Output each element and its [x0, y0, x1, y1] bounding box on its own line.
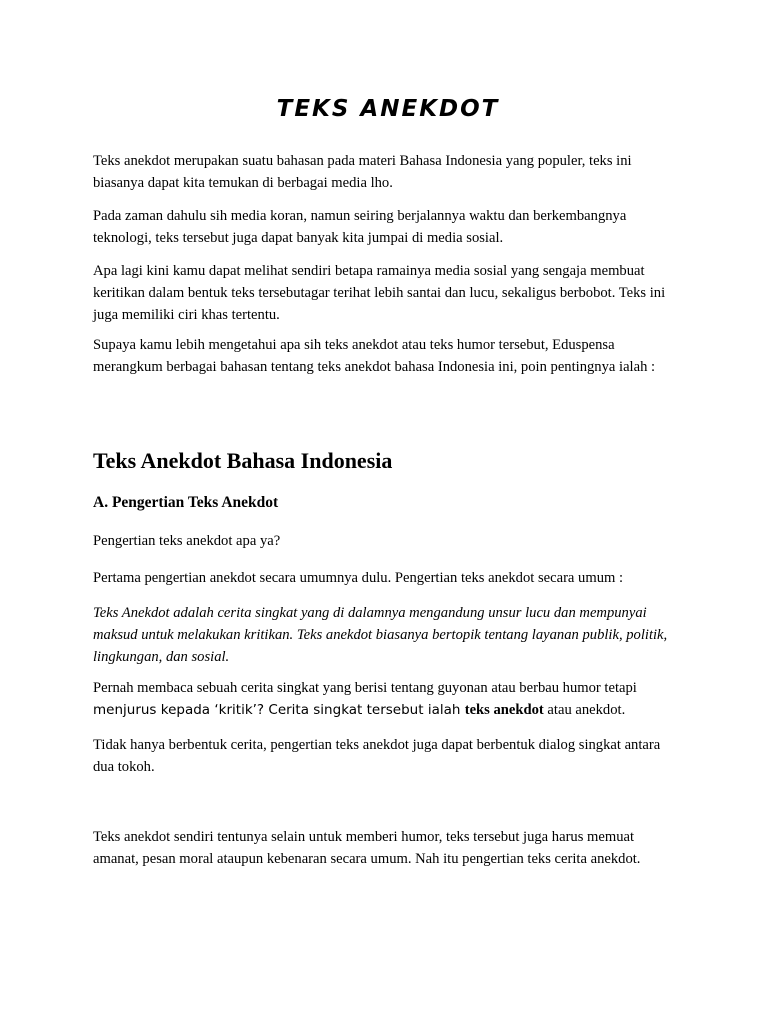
subsection-heading: A. Pengertian Teks Anekdot: [93, 494, 279, 511]
humor-question-paragraph: [93, 677, 683, 721]
humor-question-line-1: Pernah membaca sebuah cerita singkat yang berisi tentang guyonan atau berbau humor tetapi: [93, 680, 637, 696]
intro-paragraph-2: Pada zaman dahulu sih media koran, namun seiring berjalannya waktu dan berkembangnya teknologi, teks tersebut juga dapat banyak kita jumpai di media sosial.: [93, 208, 627, 246]
humor-question-line-2: menjurus kepada ‘kritik’? Cerita singkat tersebut ialah: [93, 702, 465, 718]
intro-paragraph-1: Teks anekdot merupakan suatu bahasan pada materi Bahasa Indonesia yang populer, teks ini biasanya dapat kita temukan di berbagai media lho.: [93, 153, 632, 191]
definition-paragraph: Teks Anekdot adalah cerita singkat yang di dalamnya mengandung unsur lucu dan mempunyai maksud untuk melakukan kritikan. Teks anekdot biasanya bertopik tentang layanan publik, politik, lingkungan, dan sosial.: [93, 605, 668, 665]
intro-paragraph-4: Supaya kamu lebih mengetahui apa sih teks anekdot atau teks humor tersebut, Eduspensa merangkum berbagai bahasan tentang teks anekdot bahasa Indonesia ini, poin pentingnya ialah :: [93, 337, 656, 375]
dialog-paragraph: Tidak hanya berbentuk cerita, pengertian teks anekdot juga dapat berbentuk dialog singkat antara dua tokoh.: [93, 737, 661, 775]
question-paragraph: Pengertian teks anekdot apa ya?: [93, 533, 281, 549]
humor-question-end: atau anekdot.: [543, 702, 626, 718]
closing-paragraph: Teks anekdot sendiri tentunya selain untuk memberi humor, teks tersebut juga harus memuat amanat, pesan moral ataupun kebenaran secara umum. Nah itu pengertian teks cerita anekdot.: [93, 829, 641, 867]
intro-paragraph-3: Apa lagi kini kamu dapat melihat sendiri betapa ramainya media sosial yang sengaja membuat keritikan dalam bentuk teks tersebutagar terihat lebih santai dan lucu, sekaligus berbobot. Teks ini juga memiliki ciri khas tertentu.: [93, 263, 666, 323]
document-title: TEKS ANEKDOT: [276, 96, 500, 122]
general-definition-intro: Pertama pengertian anekdot secara umumnya dulu. Pengertian teks anekdot secara umum :: [93, 570, 624, 586]
section-heading: Teks Anekdot Bahasa Indonesia: [93, 448, 393, 473]
bold-term: teks anekdot: [464, 702, 544, 718]
